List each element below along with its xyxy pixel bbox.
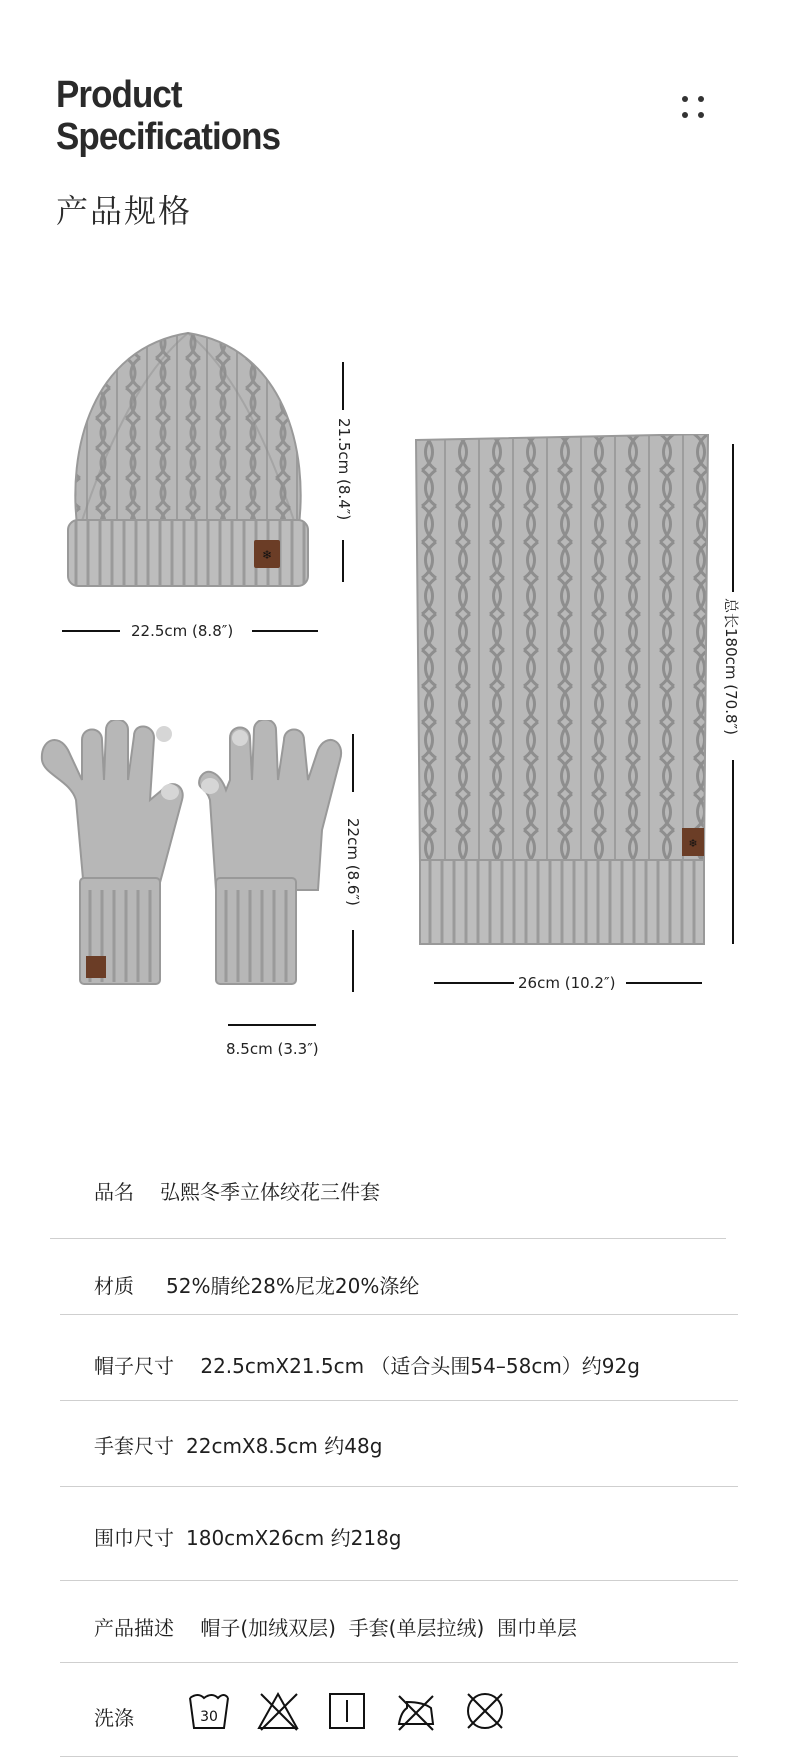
svg-text:❄: ❄ [261, 548, 273, 562]
scarf-width-label: 26cm (10.2″) [518, 974, 616, 992]
left-glove [42, 720, 183, 984]
spec-label: 材质 [94, 1274, 134, 1298]
spec-value: 180cmX26cm 约218g [186, 1526, 402, 1550]
glove-leather-tag [86, 956, 106, 978]
title-chinese: 产品规格 [56, 192, 193, 230]
spec-row-name [94, 1176, 380, 1205]
care-icons [186, 1688, 508, 1734]
svg-text:❄: ❄ [688, 838, 698, 850]
scarf-length-line [732, 760, 734, 944]
spec-label: 围巾尺寸 [94, 1526, 174, 1550]
hat-height-label: 21.5cm (8.4″) [335, 418, 353, 521]
spec-value: 52%腈纶28%尼龙20%涤纶 [166, 1274, 420, 1298]
spec-row-description [94, 1612, 577, 1641]
hat-height-line [342, 540, 344, 582]
line-dry-icon [324, 1688, 370, 1734]
row-divider [60, 1756, 738, 1757]
hat-width-line [252, 630, 318, 632]
glove-width-label: 8.5cm (3.3″) [226, 1040, 319, 1058]
gloves-image [36, 720, 356, 990]
spec-value: 弘熙冬季立体绞花三件套 [160, 1180, 380, 1204]
spec-row-scarf-size [94, 1522, 402, 1551]
spec-value: 22cmX8.5cm 约48g [186, 1434, 383, 1458]
glove-length-line [352, 930, 354, 992]
spec-row-glove-size [94, 1430, 382, 1459]
spec-label: 手套尺寸 [94, 1434, 174, 1458]
hat-height-line [342, 362, 344, 410]
no-iron-icon [393, 1688, 439, 1734]
row-divider [60, 1314, 738, 1315]
scarf-length-line [732, 444, 734, 592]
glove-length-line [352, 734, 354, 792]
title-english-line1: Product [56, 74, 182, 116]
scarf-width-line [434, 982, 514, 984]
four-dots-icon [682, 96, 708, 126]
scarf-length-label: 总长180cm (70.8″) [722, 598, 740, 735]
row-divider [50, 1238, 726, 1239]
no-dry-clean-icon [462, 1688, 508, 1734]
wash-temp: 30 [200, 1709, 218, 1725]
hand-wash-30-icon [186, 1688, 232, 1734]
row-divider [60, 1662, 738, 1663]
row-divider [60, 1400, 738, 1401]
glove-width-line [228, 1024, 316, 1026]
spec-row-washing [94, 1702, 154, 1731]
spec-label: 品名 [94, 1180, 134, 1204]
scarf-width-line [626, 982, 702, 984]
row-divider [60, 1580, 738, 1581]
row-divider [60, 1486, 738, 1487]
spec-value: 22.5cmX21.5cm （适合头围54–58cm）约92g [194, 1354, 640, 1378]
beanie-hat-image [58, 328, 318, 594]
spec-value: 帽子(加绒双层) 手套(单层拉绒) 围巾单层 [194, 1616, 577, 1640]
spec-label: 帽子尺寸 [94, 1354, 174, 1378]
spec-label: 产品描述 [94, 1616, 174, 1640]
hat-width-label: 22.5cm (8.8″) [131, 622, 234, 640]
title-english-line2: Specifications [56, 116, 281, 158]
glove-length-label: 22cm (8.6″) [344, 818, 362, 906]
spec-row-hat-size [94, 1350, 640, 1379]
no-bleach-icon [255, 1688, 301, 1734]
scarf-image [412, 434, 712, 950]
spec-label: 洗涤 [94, 1706, 134, 1730]
page-header [56, 74, 300, 232]
hat-width-line [62, 630, 120, 632]
spec-row-material [94, 1270, 419, 1299]
